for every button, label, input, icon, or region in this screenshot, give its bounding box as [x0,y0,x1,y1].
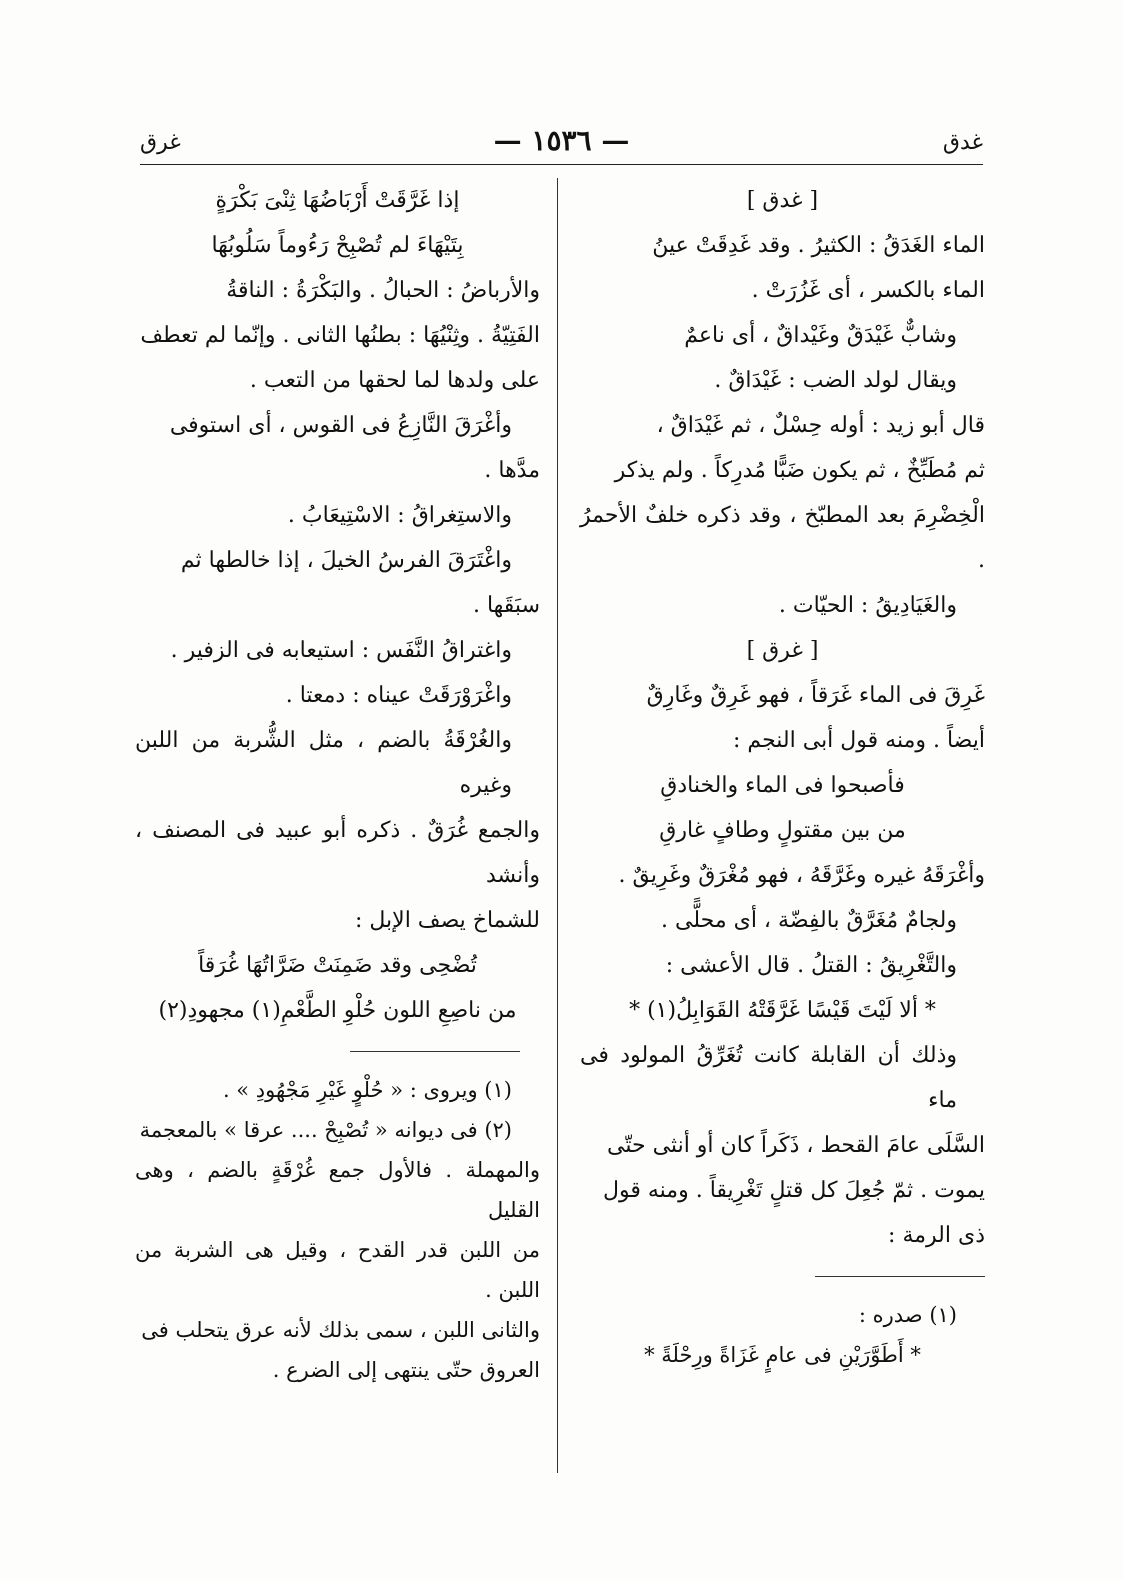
text-line: الفَتِيّةُ . وثِنْيُهَا : بطنُها الثانى . وإنّما لم تعطف [140,323,540,348]
footnote-continued: والثانى اللبن ، سمى بذلك لأنه عرق يتحلب فى [141,1318,540,1342]
text-line: الماء بالكسر ، أى غَزُرَتْ . [751,278,985,303]
text-line: سبَقَها . [472,593,540,618]
page-number: — ١٥٣٦ — [493,124,630,157]
text-line: واغتراقُ النَّفَس : استيعابه فى الزفير . [170,638,512,663]
text-line: ولجامٌ مُغَرَّقٌ بالفِضّة ، أى محلًّى . [661,908,957,933]
header-rule [140,164,983,165]
text-line: وشابٌّ غَيْدَقٌ وغَيْداقٌ ، أى ناعمٌ [684,323,957,348]
text-line: غَرِقَ فى الماء غَرَقاً ، فهو غَرِقٌ وغَارِقٌ [646,683,985,708]
verse-line: تُضْحِى وقد ضَمِنَتْ ضَرَّاتُهَا غُرَقاً [198,953,477,978]
footnote-continued: العروق حتّى ينتهى إلى الضرع . [272,1358,540,1382]
text-line: والاستِغراقُ : الاسْتِيعَابُ . [287,503,512,528]
verse-line: فأصبحوا فى الماء والخنادقِ [660,773,905,798]
text-line: الْخِضْرِمَ بعد المطبّخ ، وقد ذكره خلفٌ الأحمرُ . [580,503,985,573]
text-line: وأغْرَقَهُ غيره وغَرَّقَهُ ، فهو مُغْرَقٌ وغَرِيقٌ . [618,863,985,888]
text-line: على ولدها لما لحقها من التعب . [249,368,540,393]
text-line: يموت . ثمّ جُعِلَ كل قتلٍ تَغْرِيقاً . ومنه قول [603,1178,985,1203]
footnote-continued: والمهملة . فالأول جمع غُرْقَةٍ بالضم ، وهى القليل [135,1158,540,1222]
verse-line: بِتَيْهَاءَ لم تُصْبِحْ رَءُوماً سَلُوبُهَا [211,233,464,258]
footnote-continued: من اللبن قدر القدح ، وقيل هى الشربة من اللبن . [135,1238,540,1302]
verse-line: من ناصِعِ اللون حُلْوِ الطَّعْمِ(١) مجهودِ(٢) [158,998,517,1023]
text-line: ويقال لولد الضب : غَيْدَاقٌ . [714,368,957,393]
page-header [130,118,993,168]
text-line: والأرباضُ : الحبالُ . والبَكْرَةُ : الناقةُ [226,278,540,303]
column-divider [557,178,558,1473]
verse-line: * ألا لَيْتَ قَيْسًا غَرَّقَتْهُ القَوَابِلُ(١) * [629,998,936,1023]
text-line: ذى الرمة : [888,1223,985,1248]
footnote-verse: * أَطَوَّرَيْنِ فى عامٍ غَزَاةً ورِحْلَةً * [644,1343,921,1367]
text-line: ثم مُطَبِّخٌ ، ثم يكون ضَبًّا مُدرِكاً . ولم يذكر [614,458,985,483]
header-entry-right: غدق [942,130,983,155]
text-line: والغَيَادِيقُ : الحيّات . [778,593,957,618]
entry-heading-ghadaq: [ غدق ] [746,188,819,213]
footnote: (١) ويروى : « حُلْوٍ غَيْرِ مَجْهُودِ » . [222,1078,512,1102]
footnote: (٢) فى ديوانه « تُصْبِحْ .... عرقا » بالمعجمة [139,1118,512,1142]
text-line: والغُرْقَةُ بالضم ، مثل الشُّربة من اللبن وغيره [135,728,512,798]
text-line: قال أبو زيد : أوله حِسْلٌ ، ثم غَيْدَاقٌ ، [656,413,985,438]
right-column [580,178,985,1375]
footnote: (١) صدره : [858,1303,957,1327]
left-column [135,178,540,1390]
text-line: واغْتَرَقَ الفرسُ الخيلَ ، إذا خالطها ثم [180,548,512,573]
text-line: أيضاً . ومنه قول أبى النجم : [733,728,985,753]
text-line: السَّلَى عامَ القحط ، ذَكَراً كان أو أنثى حتّى [607,1133,985,1158]
header-entry-left: غرق [140,130,181,155]
entry-heading-gharaq: [ غرق ] [746,638,819,663]
text-line: وأغْرَقَ النَّازِعُ فى القوس ، أى استوفى [169,413,512,438]
verse-line: إذا غَرَّقَتْ أَرْبَاضُهَا ثِنْىَ بَكْرَةٍ [215,188,460,213]
text-line: مدَّها . [484,458,540,483]
text-line: الماء الغَدَقُ : الكثيرُ . وقد غَدِقَتْ عينُ [652,233,985,258]
footnote-rule [350,1051,520,1052]
footnote-rule [815,1276,985,1277]
verse-line: من بين مقتولٍ وطافٍ غارقِ [659,818,906,843]
text-line: للشماخ يصف الإبل : [354,908,540,933]
text-line: وذلك أن القابلة كانت تُغَرِّقُ المولود فى ماء [580,1043,957,1113]
text-line: واغْرَوْرَقَتْ عيناه : دمعتا . [285,683,512,708]
text-line: والجمع غُرَقٌ . ذكره أبو عبيد فى المصنف ، وأنشد [135,818,540,888]
text-line: والتَّغْرِيقُ : القتلُ . قال الأعشى : [665,953,957,978]
